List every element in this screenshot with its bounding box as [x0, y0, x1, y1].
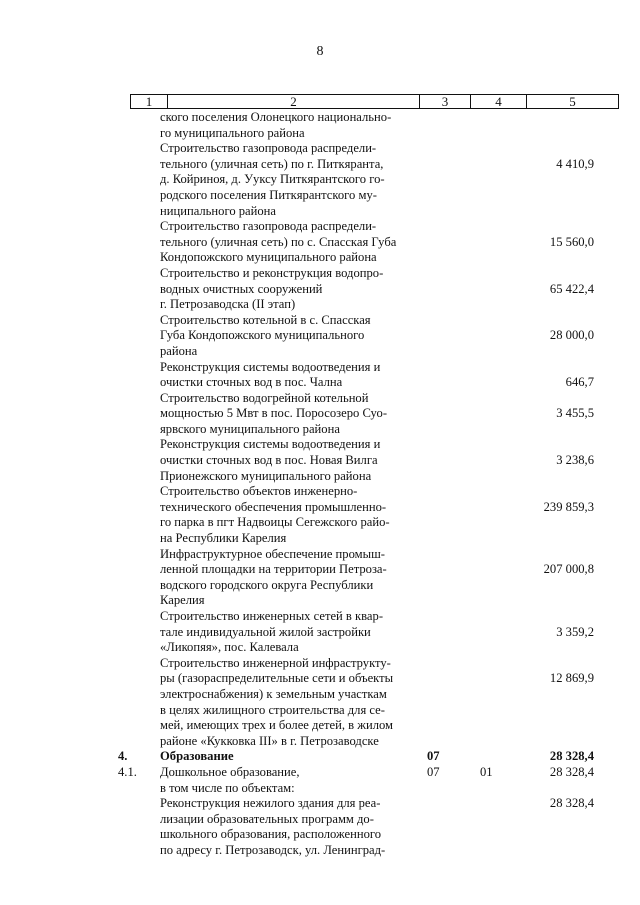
- row-amount: 3 455,5: [556, 406, 594, 421]
- table-row: [0, 313, 640, 360]
- row-name: Строительство газопровода распредели- тельного (уличная сеть) по г. Питкяранта, д. Койриноя, д. Ууксу Питкярантского го- родского поселения Питкярантского му- ниципального района: [160, 141, 385, 218]
- row-name: Строительство газопровода распредели- тельного (уличная сеть) по с. Спасская Губа Кондопожского муниципального района: [160, 219, 397, 265]
- row-name: Дошкольное образование, в том числе по объектам:: [160, 764, 300, 795]
- table-row: [0, 484, 640, 546]
- row-subsection-code: 01: [480, 764, 493, 779]
- header-col-1: 1: [145, 94, 153, 109]
- table-row: [0, 360, 640, 391]
- row-amount: 3 238,6: [556, 453, 594, 468]
- page-number: 8: [316, 44, 324, 59]
- row-name: Строительство водогрейной котельной мощностью 5 Мвт в пос. Поросозеро Суо- ярвского муниципального района: [160, 390, 388, 436]
- row-name: Инфраструктурное обеспечение промыш- ленной площадки на территории Петроза- водского городского округа Республики Карелия: [160, 546, 387, 608]
- table-row: [0, 141, 640, 219]
- table-header: [130, 94, 619, 109]
- table-row: [0, 110, 640, 141]
- row-amount: 28 328,4: [549, 764, 594, 779]
- table-row: [0, 219, 640, 266]
- row-name: Образование: [160, 749, 234, 764]
- row-amount: 12 869,9: [549, 671, 594, 686]
- row-amount: 28 328,4: [549, 749, 594, 764]
- table-row: [0, 765, 640, 796]
- budget-table-body: [0, 110, 640, 859]
- row-amount: 239 859,3: [543, 499, 594, 514]
- row-name: Реконструкция системы водоотведения и очистки сточных вод в пос. Новая Вилга Прионежского муниципального района: [160, 437, 381, 483]
- row-name: ского поселения Олонецкого национально- го муниципального района: [160, 110, 392, 140]
- header-col-5: 5: [569, 94, 576, 109]
- row-section-code: 07: [427, 764, 440, 779]
- row-amount: 3 359,2: [556, 624, 594, 639]
- table-row: [0, 266, 640, 313]
- row-name: Реконструкция системы водоотведения и очистки сточных вод в пос. Чална: [160, 359, 381, 390]
- row-amount: 28 000,0: [549, 328, 594, 343]
- header-col-2: 2: [290, 94, 297, 109]
- table-row: [0, 796, 640, 858]
- row-name: Реконструкция нежилого здания для реа- лизации образовательных программ до- школьного образования, расположенного по адресу г. Петрозаводск, ул. Ленинград-: [160, 796, 386, 857]
- table-row: [0, 437, 640, 484]
- row-amount: 207 000,8: [543, 562, 594, 577]
- table-row: [0, 749, 640, 765]
- header-col-3: 3: [441, 94, 449, 109]
- row-amount: 28 328,4: [549, 796, 594, 811]
- row-name: Строительство и реконструкция водопро- водных очистных сооружений г. Петрозаводска (II этап): [160, 265, 384, 312]
- table-row: [0, 547, 640, 609]
- row-name: Строительство инженерных сетей в квар- тале индивидуальной жилой застройки «Ликопяя», пос. Калевала: [160, 609, 384, 655]
- table-row: [0, 391, 640, 438]
- row-amount: 15 560,0: [549, 234, 594, 249]
- header-col-4: 4: [495, 94, 502, 109]
- table-row: [0, 609, 640, 656]
- row-name: Строительство объектов инженерно- технического обеспечения промышленно- го парка в пгт Надвоицы Сегежского райо- на Республики Карелия: [160, 484, 390, 546]
- table-row: [0, 656, 640, 750]
- row-amount: 65 422,4: [549, 281, 594, 296]
- row-name: Строительство инженерной инфраструкту- ры (газораспределительные сети и объекты электроснабжения) к земельным участкам в целях жилищного строительства для се- мей, имеющих трех и более детей, в жилом районе «Кукковка III» в г. Петрозаводске: [160, 655, 394, 748]
- row-name: Строительство котельной в с. Спасская Губа Кондопожского муниципального района: [160, 312, 371, 358]
- row-amount: 646,7: [565, 375, 594, 390]
- row-number: 4.: [118, 749, 128, 764]
- row-section-code: 07: [427, 749, 440, 764]
- row-number: 4.1.: [118, 764, 137, 779]
- row-amount: 4 410,9: [556, 156, 594, 171]
